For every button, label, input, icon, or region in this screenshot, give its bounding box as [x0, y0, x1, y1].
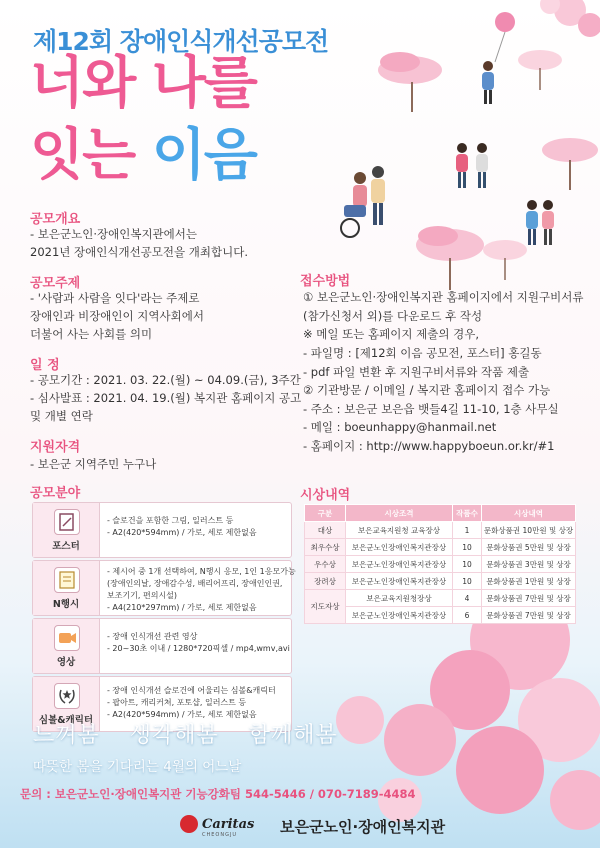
field-desc-line: - 20~30초 이내 / 1280*720픽셀 / mp4,wmv,avi	[107, 644, 290, 653]
pink-blossom-tree-icon	[542, 138, 598, 190]
award-giver: 보은군노인장애인복지관장상	[346, 556, 453, 573]
field-row-nhaengsi	[32, 560, 296, 616]
schedule-line: - 심사발표 : 2021. 04. 19.(월) 복지관 홈페이지 공고	[30, 390, 302, 405]
submission-line: (참가신청서 외)를 다운로드 후 작성	[303, 308, 483, 323]
award-grade: 장려상	[305, 573, 346, 590]
slogan: 느껴봄 생각해봄 함께해봄	[33, 723, 338, 748]
award-prize: 문화상품권 7만원 및 상장	[482, 590, 576, 607]
video-icon	[54, 625, 80, 651]
slogan-subtitle: 따뜻한 봄을 기다리는 4월의 어느날	[33, 759, 242, 775]
award-prize: 문화상품권 10만원 및 상장	[482, 522, 576, 539]
field-desc-line: (장애인의날, 장애감수성, 배리어프리, 장애인인권,	[107, 579, 283, 588]
person-icon	[341, 166, 385, 237]
table-row	[305, 590, 576, 607]
award-grade: 대상	[305, 522, 346, 539]
title-part-pink: 잇는	[30, 123, 152, 188]
award-prize: 문화상품권 3만원 및 상장	[482, 556, 576, 573]
field-desc-line: - A2(420*594mm) / 가로, 세로 제한없음	[107, 528, 257, 537]
award-count: 1	[453, 522, 482, 539]
field-label: 심볼&캐릭터	[38, 715, 94, 726]
logo-subtext: CHEONGJU	[202, 832, 238, 838]
eligibility-heading: 지원자격	[30, 440, 81, 455]
submission-heading: 접수방법	[300, 274, 351, 289]
person-icon	[456, 143, 488, 188]
table-row	[305, 556, 576, 573]
field-desc	[107, 566, 296, 614]
page-title-line2	[30, 123, 256, 188]
award-count: 10	[453, 539, 482, 556]
blossom-tree-icon	[416, 226, 527, 290]
theme-heading: 공모주제	[30, 276, 81, 291]
field-desc-line: - 장애 인식개선 관련 영상	[107, 632, 198, 641]
submission-text	[303, 288, 583, 456]
awards-heading: 시상내역	[300, 488, 351, 503]
awards-col-header: 시상조격	[346, 505, 453, 522]
theme-line: 장애인과 비장애인이 지역사회에서	[30, 308, 204, 323]
fields-heading: 공모분야	[30, 486, 81, 501]
award-giver: 보은군노인장애인복지관장상	[346, 607, 453, 624]
theme-line: 더불어 사는 사회를 의미	[30, 326, 153, 341]
overview-line: - 보은군노인·장애인복지관에서는	[30, 227, 197, 241]
award-grade: 지도자상	[305, 590, 346, 624]
field-desc-line: - 장애 인식개선 슬로건에 어울리는 심볼&캐릭터	[107, 686, 276, 695]
awards-col-header: 구분	[305, 505, 346, 522]
schedule-text	[30, 372, 301, 425]
notepad-icon	[54, 567, 80, 593]
overview-line: 2021년 장애인식개선공모전을 개최합니다.	[30, 244, 248, 259]
awards-col-header: 작품수	[453, 505, 482, 522]
field-desc-line: - A4(210*297mm) / 가로, 세로 제한없음	[107, 603, 257, 612]
award-prize: 문화상품권 5만원 및 상장	[482, 539, 576, 556]
page-title-line1: 너와 나를	[30, 51, 256, 116]
award-giver: 보은군노인장애인복지관장상	[346, 573, 453, 590]
field-desc	[107, 631, 290, 655]
field-label: 영상	[56, 657, 76, 668]
award-giver: 보은군노인장애인복지관장상	[346, 539, 453, 556]
submission-line: ② 기관방문 / 이메일 / 복지관 홈페이지 접수 가능	[303, 383, 551, 398]
field-desc	[107, 685, 276, 721]
award-count: 4	[453, 590, 482, 607]
overview-text	[30, 226, 248, 262]
laurel-icon	[54, 683, 80, 709]
submission-line: - 메일 : boeunhappy@hanmail.net	[303, 420, 497, 435]
award-giver: 보은교육지원청 교육장상	[346, 522, 453, 539]
award-count: 10	[453, 573, 482, 590]
award-prize: 문화상품권 1만원 및 상장	[482, 573, 576, 590]
field-desc-line: 보조기기, 편의시설)	[107, 591, 178, 600]
contest-subtitle: 제12회 장애인식개선공모전	[33, 27, 329, 56]
award-count: 10	[453, 556, 482, 573]
field-desc	[107, 515, 257, 539]
eligibility-text: - 보은군 지역주민 누구나	[30, 457, 157, 471]
field-desc-line: - A2(420*594mm) / 가로, 세로 제한없음	[107, 710, 257, 719]
submission-line: - 홈페이지 : http://www.happyboeun.or.kr/#1	[303, 439, 555, 453]
contact-info: 문의 : 보은군노인·장애인복지관 기능강화팀 544-5446 / 070-7189-4484	[20, 787, 416, 801]
theme-text	[30, 290, 204, 343]
person-icon	[482, 61, 494, 104]
person-icon	[526, 200, 554, 245]
table-row	[305, 522, 576, 539]
cherry-blossom-corner-icon	[500, 0, 600, 60]
awards-table	[304, 504, 576, 624]
award-grade: 우수상	[305, 556, 346, 573]
awards-col-header: 시상내역	[482, 505, 576, 522]
field-desc-line: - 제시어 중 1개 선택하여, N행시 응모, 1인 1응모가능	[107, 567, 296, 576]
submission-line: ※ 메일 또는 홈페이지 제출의 경우,	[303, 327, 479, 342]
award-grade: 최우수상	[305, 539, 346, 556]
awards-header-row	[305, 505, 576, 522]
caritas-flame-icon	[180, 815, 198, 833]
field-row-video	[32, 618, 292, 674]
award-prize: 문화상품권 7만원 및 상장	[482, 607, 576, 624]
submission-line: - 파일명 : [제12회 이음 공모전, 포스터] 홍길동	[303, 345, 542, 360]
table-row	[305, 607, 576, 624]
submission-line: - 주소 : 보은군 보은읍 뱃들4길 11-10, 1층 사무실	[303, 401, 559, 416]
overview-heading: 공모개요	[30, 212, 81, 227]
organization-name: 보은군노인·장애인복지관	[280, 818, 446, 836]
award-giver: 보은교육지원청장상	[346, 590, 453, 607]
theme-line: - '사람과 사람을 잇다'라는 주제로	[30, 291, 200, 305]
award-count: 6	[453, 607, 482, 624]
table-row	[305, 573, 576, 590]
field-label: N행시	[52, 599, 80, 610]
schedule-line: 및 개별 연락	[30, 408, 93, 423]
submission-line: ① 보은군노인·장애인복지관 홈페이지에서 지원구비서류	[303, 290, 584, 304]
field-desc-line: - 슬로건을 포함한 그림, 일러스트 등	[107, 516, 234, 525]
table-row	[305, 539, 576, 556]
poster-icon	[54, 509, 80, 535]
field-desc-line: - 팝아트, 캐리커쳐, 포토샵, 일러스트 등	[107, 698, 247, 707]
submission-line: - pdf 파일 변환 후 지원구비서류와 작품 제출	[303, 364, 530, 379]
logo-wordmark: Caritas	[202, 817, 255, 832]
pink-blossom-tree-icon	[378, 52, 442, 112]
title-part-blue: 이음	[151, 123, 256, 188]
field-row-poster	[32, 502, 292, 558]
schedule-heading: 일 정	[30, 358, 60, 373]
schedule-line: - 공모기간 : 2021. 03. 22.(월) ~ 04.09.(금), 3주간	[30, 373, 301, 387]
field-label: 포스터	[52, 541, 80, 552]
